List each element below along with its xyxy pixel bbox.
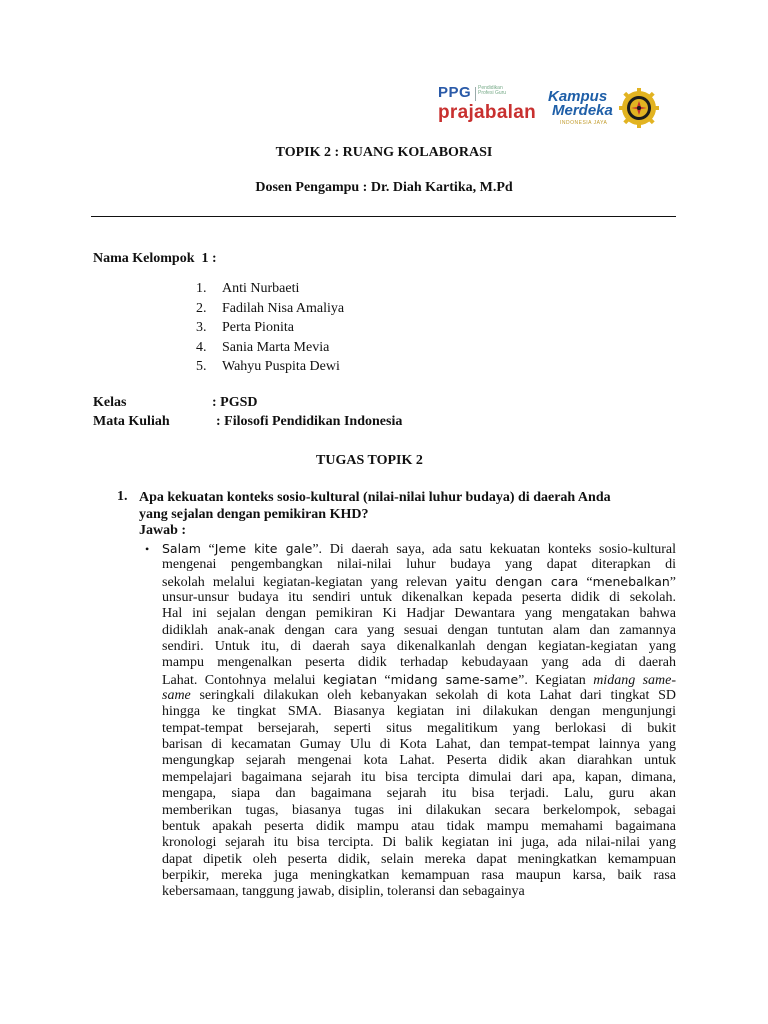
list-item: 4. Sania Marta Mevia xyxy=(196,339,330,355)
kampus-merdeka-word-1: Kampus xyxy=(548,88,608,105)
list-item: 5. Wahyu Puspita Dewi xyxy=(196,359,340,374)
matkul-label: Mata Kuliah xyxy=(93,414,170,429)
member-list xyxy=(196,279,344,377)
answer-line: berpikir, mereka juga meningkatkan kemampuan rasa maupun karsa, baik rasa xyxy=(162,867,676,883)
answer-line: kronologi sejarah itu bisa tercipta. Di balik kegiatan ini juga, ada nilai-nilai yang xyxy=(162,835,676,851)
answer-paragraph xyxy=(162,541,676,901)
ppg-logo-tagline: Pendidikan Profesi Guru xyxy=(478,85,507,96)
ppg-logo-separator xyxy=(475,87,476,101)
header-divider xyxy=(91,216,676,217)
answer-label: Jawab : xyxy=(139,523,187,538)
answer-line: Lahat. Contohnya melalui kegiatan “midang same-same”. Kegiatan midang same- xyxy=(162,671,677,688)
answer-line: memberikan tugas, biasanya tugas ini dilakukan secara berkelompok, sebagai xyxy=(162,802,676,818)
answer-line: Hal ini sejalan dengan pemikiran Ki Hadjar Dewantara yang mengatakan bahwa xyxy=(162,606,676,622)
list-item: 2. Fadilah Nisa Amaliya xyxy=(196,300,345,316)
answer-line: sekolah melalui kegiatan-kegiatan yang relevan yaitu dengan cara “menebalkan” xyxy=(162,573,676,590)
question-text xyxy=(139,489,679,523)
matkul-value: : Filosofi Pendidikan Indonesia xyxy=(216,414,403,429)
answer-bullet: • xyxy=(145,542,150,556)
list-item: 3. Perta Pionita xyxy=(196,320,294,335)
question-number: 1. xyxy=(117,489,128,504)
answer-line: unsur-unsur budaya itu sendiri untuk dikenalkan kepada peserta didik di sekolah. xyxy=(162,590,676,606)
kelas-label: Kelas xyxy=(93,395,127,410)
answer-line: mengapa, siapa dan bagaimana sejarah itu bisa terjadi. Lalu, guru akan xyxy=(162,786,676,802)
answer-line: barisan di kecamatan Gumay Ulu di Kota Lahat, dan tempat-tempat lainnya yang xyxy=(162,737,676,753)
answer-line: tempat-tempat bersejarah, seperti situs megalitikum yang berlokasi di bukit xyxy=(162,720,676,736)
answer-line: mampu mengenalkan peserta didik terhadap kebudayaan yang ada di daerah xyxy=(162,655,676,671)
list-item: 1. Anti Nurbaeti xyxy=(196,281,300,296)
answer-line: same seringkali dilakukan oleh kebanyakan sekolah di kota Lahat dari tingkat SD xyxy=(162,688,676,704)
kampus-merdeka-logo xyxy=(548,88,620,132)
question-line: Apa kekuatan konteks sosio-kultural (nilai-nilai luhur budaya) di daerah Anda xyxy=(139,490,611,505)
answer-line: sendiri. Untuk itu, di daerah saya dikenalkanlah dengan kegiatan-kegiatan yang xyxy=(162,639,676,655)
university-emblem-icon xyxy=(619,88,659,128)
lecturer-line: Dosen Pengampu : Dr. Diah Kartika, M.Pd xyxy=(255,180,513,195)
answer-line: hingga ke tingkat SMA. Biasanya kegiatan ini dilakukan dengan mengunjungi xyxy=(162,704,676,720)
question-line: yang sejalan dengan pemikiran KHD? xyxy=(139,507,369,522)
group-label: Nama Kelompok 1 : xyxy=(93,251,217,266)
answer-line: dapat dipetik oleh peserta didik, selain mereka dapat meningkatkan kemampuan xyxy=(162,851,676,867)
answer-line: didiklah anak-anak dengan cara yang sesuai dengan tuntutan alam dan zamannya xyxy=(162,622,676,638)
answer-line: mengungkap sejarah mengenai kota Lahat. Peserta didik akan diarahkan untuk xyxy=(162,753,676,769)
answer-line: mengenai pengembangkan nilai-nilai luhur budaya yang dapat diterapkan di xyxy=(162,557,676,573)
ppg-logo-word: PPG xyxy=(438,84,472,101)
topic-title: TOPIK 2 : RUANG KOLABORASI xyxy=(275,145,493,160)
answer-line: Salam “Jeme kite gale”. Di daerah saya, ada satu kekuatan konteks sosio-kultural xyxy=(162,541,676,557)
answer-line: mempelajari bagaimana sejarah itu bisa tercipta dimulai dari apa, kapan, dimana, xyxy=(162,769,676,785)
task-title: TUGAS TOPIK 2 xyxy=(316,453,423,468)
kampus-merdeka-tagline: INDONESIA JAYA xyxy=(560,120,608,126)
answer-line: bentuk apakah peserta didik mampu atau tidak mampu memahami bagaimana xyxy=(162,818,676,834)
emblem-gear xyxy=(619,88,659,128)
ppg-logo-subword: prajabalan xyxy=(438,102,537,123)
answer-line: kebersamaan, tanggung jawab, disiplin, toleransi dan sebagainya xyxy=(162,884,525,900)
ppg-prajabatan-logo xyxy=(438,84,538,132)
kampus-merdeka-word-2: Merdeka xyxy=(552,102,613,119)
kelas-value: : PGSD xyxy=(212,395,258,410)
